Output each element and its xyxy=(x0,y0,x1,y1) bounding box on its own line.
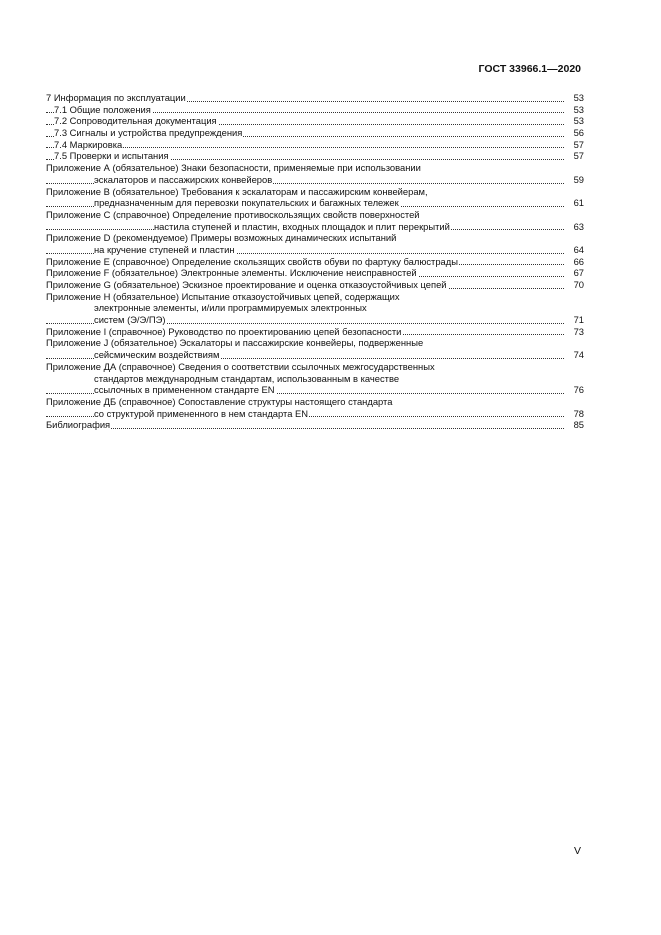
toc-entry-title: Приложение В (обязательное) Требования к эскалаторам и пассажирским конвейерам, xyxy=(46,185,428,197)
toc-entry[interactable] xyxy=(46,197,584,209)
toc-entry-page: 61 xyxy=(564,197,584,209)
toc-entry-title: Приложение Е (справочное) Определение скользящих свойств обуви по фартуку балюстрады xyxy=(46,255,458,267)
toc-entry[interactable] xyxy=(46,115,584,127)
toc-entry[interactable] xyxy=(46,256,584,268)
toc-entry-title: 7.1 Общие положения xyxy=(54,103,151,115)
toc-entry[interactable] xyxy=(46,267,584,279)
toc-entry[interactable] xyxy=(46,279,584,291)
toc-entry-title: систем (Э/Э/ПЭ) xyxy=(94,314,166,326)
toc-entry-page: 67 xyxy=(564,267,584,279)
toc-entry[interactable] xyxy=(46,361,584,373)
toc-entry-page: 63 xyxy=(564,221,584,233)
toc-entry-page: 57 xyxy=(564,139,584,151)
toc-entry-title: настила ступеней и пластин, входных площадок и плит перекрытий xyxy=(154,220,450,232)
toc-entry-title: электронные элементы, и/или программируемых электронных xyxy=(94,302,367,314)
toc-entry[interactable] xyxy=(46,92,584,104)
toc-entry-page: 76 xyxy=(564,384,584,396)
toc-entry[interactable] xyxy=(46,349,584,361)
toc-entry-title: Приложение F (обязательное) Электронные элементы. Исключение неисправностей xyxy=(46,267,417,279)
toc-entry[interactable] xyxy=(46,244,584,256)
toc-entry[interactable] xyxy=(46,174,584,186)
toc-entry-title: Приложение А (обязательное) Знаки безопасности, применяемые при использовании xyxy=(46,162,421,174)
toc-entry-page: 66 xyxy=(564,256,584,268)
toc-entry-page: 53 xyxy=(564,92,584,104)
toc-entry[interactable] xyxy=(46,186,584,198)
toc-entry[interactable] xyxy=(46,373,584,385)
document-code: ГОСТ 33966.1—2020 xyxy=(478,63,581,75)
toc-entry-page: 59 xyxy=(564,174,584,186)
toc-entry[interactable] xyxy=(46,127,584,139)
toc-entry-title: на кручение ступеней и пластин xyxy=(94,243,235,255)
toc-entry-title: сейсмическим воздействиям xyxy=(94,349,220,361)
toc-entry-title: Приложение С (справочное) Определение противоскользящих свойств поверхностей xyxy=(46,208,420,220)
toc-entry-title: Приложение J (обязательное) Эскалаторы и пассажирские конвейеры, подверженные xyxy=(46,337,424,349)
toc-entry[interactable] xyxy=(46,150,584,162)
toc-entry-page: 70 xyxy=(564,279,584,291)
toc-entry-title: 7.3 Сигналы и устройства предупреждения xyxy=(54,127,243,139)
toc-entry-title: Приложение ДА (справочное) Сведения о соответствии ссылочных межгосударственных xyxy=(46,360,435,372)
toc-entry[interactable] xyxy=(46,104,584,116)
toc-entry-title: стандартов международным стандартам, использованным в качестве xyxy=(94,372,400,384)
toc-entry[interactable] xyxy=(46,291,584,303)
toc-entry-page: 57 xyxy=(564,150,584,162)
toc-entry-title: Приложение D (рекомендуемое) Примеры возможных динамических испытаний xyxy=(46,232,397,244)
table-of-contents xyxy=(46,92,584,431)
toc-entry-title: Приложение ДБ (справочное) Сопоставление структуры настоящего стандарта xyxy=(46,395,393,407)
toc-entry[interactable] xyxy=(46,419,584,431)
toc-entry-title: 7.2 Сопроводительная документация xyxy=(54,115,217,127)
toc-entry-title: предназначенным для перевозки покупательских и багажных тележек xyxy=(94,197,399,209)
toc-entry-page: 56 xyxy=(564,127,584,139)
toc-entry[interactable] xyxy=(46,139,584,151)
toc-entry-title: Приложение I (справочное) Руководство по проектированию цепей безопасности xyxy=(46,325,402,337)
toc-entry[interactable] xyxy=(46,302,584,314)
toc-entry[interactable] xyxy=(46,326,584,338)
toc-entry-title: 7 Информация по эксплуатации xyxy=(46,92,186,103)
toc-entry-title: Приложение Н (обязательное) Испытание отказоустойчивых цепей, содержащих xyxy=(46,290,400,302)
toc-entry-page: 71 xyxy=(564,314,584,326)
toc-entry[interactable] xyxy=(46,209,584,221)
toc-entry[interactable] xyxy=(46,232,584,244)
toc-entry-title: эскалаторов и пассажирских конвейеров xyxy=(94,173,273,185)
toc-entry-page: 53 xyxy=(564,115,584,127)
toc-entry-title: Приложение G (обязательное) Эскизное проектирование и оценка отказоустойчивых цепей xyxy=(46,279,447,290)
toc-entry[interactable] xyxy=(46,221,584,233)
toc-entry-page: 73 xyxy=(564,326,584,338)
toc-entry-title: 7.4 Маркировка xyxy=(54,138,123,150)
toc-entry-page: 53 xyxy=(564,104,584,116)
toc-entry[interactable] xyxy=(46,337,584,349)
toc-entry[interactable] xyxy=(46,384,584,396)
toc-entry-page: 85 xyxy=(564,419,584,431)
toc-entry-title: 7.5 Проверки и испытания xyxy=(54,150,169,162)
toc-entry-title: ссылочных в примененном стандарте EN xyxy=(94,384,275,396)
toc-entry[interactable] xyxy=(46,396,584,408)
toc-entry-page: 64 xyxy=(564,244,584,256)
toc-entry-title: со структурой примененного в нем стандарта EN xyxy=(94,407,309,419)
toc-entry[interactable] xyxy=(46,162,584,174)
toc-entry[interactable] xyxy=(46,408,584,420)
toc-entry-title: Библиография xyxy=(46,419,111,431)
toc-entry-page: 74 xyxy=(564,349,584,361)
page-number: V xyxy=(574,845,582,857)
toc-entry[interactable] xyxy=(46,314,584,326)
toc-entry-page: 78 xyxy=(564,408,584,420)
